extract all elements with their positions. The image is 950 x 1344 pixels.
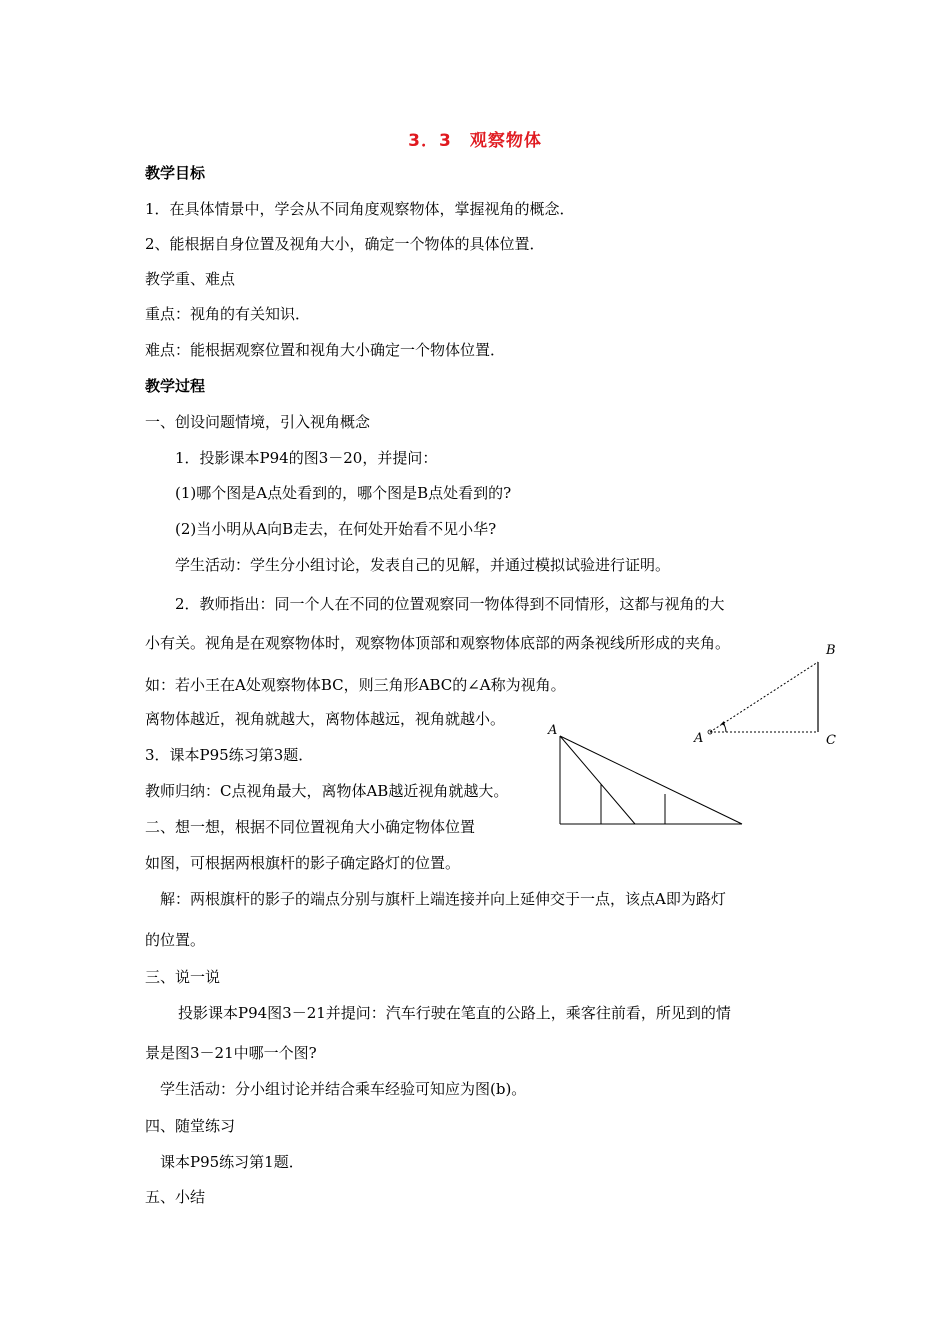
paragraph-line: 二、想一想，根据不同位置视角大小确定物体位置 [145,818,476,836]
paragraph-line: 2、能根据自身位置及视角大小，确定一个物体的具体位置． [145,235,545,253]
label-c: C [826,733,836,748]
light-ray-1 [560,736,635,824]
paragraph-line: 难点：能根据观察位置和视角大小确定一个物体位置． [145,341,506,359]
paragraph-line: 的位置。 [145,931,206,949]
paragraph-line: 2．教师指出：同一个人在不同的位置观察同一物体得到不同情形，这都与视角的大 [175,595,725,613]
page-title: 3．3 观察物体 [408,131,542,151]
paragraph-line: 重点：视角的有关知识． [145,305,311,323]
paragraph-line: 四、随堂练习 [145,1117,236,1135]
paragraph-line: (2)当小明从A向B走去，在何处开始看不见小华? [175,520,497,538]
paragraph-line: 如：若小王在A处观察物体BC，则三角形ABC的∠A称为视角。 [145,676,566,694]
paragraph-line: 投影课本P94图3－21并提问：汽车行驶在笔直的公路上，乘客往前看，所见到的情 [178,1004,731,1022]
paragraph-line: 小有关。视角是在观察物体时，观察物体顶部和观察物体底部的两条视线所形成的夹角。 [145,634,731,652]
section-heading-goals: 教学目标 [145,164,206,182]
section-heading-process: 教学过程 [145,377,206,395]
paragraph-line: 一、创设问题情境，引入视角概念 [145,413,371,431]
paragraph-line: 景是图3－21中哪一个图? [145,1044,317,1062]
light-ray-2 [560,736,742,824]
label-b: B [826,643,836,658]
paragraph-line: 教师归纳：C点视角最大，离物体AB越近视角就越大。 [145,782,509,800]
lamp-flagpole-figure [540,718,755,830]
paragraph-line: 教学重、难点 [145,270,236,288]
paragraph-line: 3．课本P95练习第3题． [145,746,314,764]
paragraph-line: 如图，可根据两根旗杆的影子确定路灯的位置。 [145,854,461,872]
paragraph-line: 课本P95练习第1题． [160,1153,304,1171]
paragraph-line: 五、小结 [145,1188,206,1206]
paragraph-line: 学生活动：分小组讨论并结合乘车经验可知应为图(b)。 [160,1080,527,1098]
paragraph-line: 解：两根旗杆的影子的端点分别与旗杆上端连接并向上延伸交于一点，该点A即为路灯 [160,890,726,908]
paragraph-line: 学生活动：学生分小组讨论，发表自己的见解，并通过模拟试验进行证明。 [175,556,671,574]
paragraph-line: 1．投影课本P94的图3－20，并提问： [175,449,438,467]
label-a: A [694,731,704,746]
paragraph-line: 三、说一说 [145,968,221,986]
label-lamp-a: A [548,723,558,738]
paragraph-line: 1．在具体情景中，学会从不同角度观察物体，掌握视角的概念． [145,200,575,218]
paragraph-line: (1)哪个图是A点处看到的，哪个图是B点处看到的? [175,484,512,502]
paragraph-line: 离物体越近，视角就越大，离物体越远，视角就越小。 [145,710,506,728]
